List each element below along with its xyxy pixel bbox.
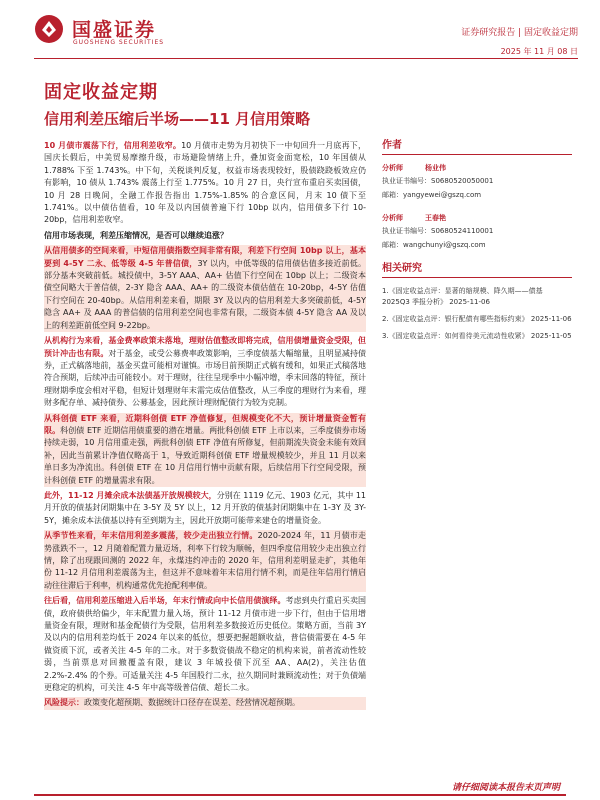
analyst-2-cert: 执业证书编号：S0680524110001 (382, 227, 494, 235)
paragraph-2 (44, 245, 366, 332)
paragraph-5-lead: 此外，11-12 月摊余成本法债基开放规模较大， (44, 490, 217, 500)
analyst-1-name: 杨业伟 (425, 164, 446, 172)
section-question: 信用市场表现，利差压缩情况，是否可以继续追涨？ (44, 230, 228, 240)
related-research-heading: 相关研究 (382, 263, 572, 278)
paragraph-2-lead: 从信用债多的空间来看，中短信用债指数空间非常有限，利差下行空间 10bp 以上，基本要到 4-5Y 二永、低等级 4-5 年普信债， (44, 246, 366, 268)
logo-text-cn: 国盛证券 (72, 19, 157, 41)
paragraph-2-text: 3Y 以内，中低等级的信用债估值多接近前低。部分基本突破前低。城投债中，3-5Y AAA、AA+ 估值下行空间在 10bp 以上；二级资本债空间略大于普信债，2-3Y 隐含 AAA、AA+ 的二级资本债估值在 10-20bp，4-5Y 估值下行空间在 20-40bp。从信用利差来看，期限 3Y 及以内的信用利差大多突破前低，4-5Y 隐含 AA+ 及 AAA 的普信债的信用利差空间也非常有限，二级资本债 4-5Y 隐含 AA 及以上的利差距前低空间 9-22bp。 (44, 258, 366, 330)
page-footer (0, 780, 600, 800)
risk-warning (44, 697, 366, 709)
related-report-item[interactable]: 2.《固定收益点评：银行配债有哪些指标约束》 2025-11-06 (382, 315, 572, 323)
related-report-item[interactable]: 3.《固定收益点评：如何看待美元流动性收紧》 2025-11-05 (382, 332, 572, 340)
analyst-2-label: 分析师 (382, 214, 403, 222)
analyst-1-header (382, 163, 572, 174)
header-divider (34, 58, 578, 59)
sidebar (382, 140, 572, 348)
paragraph-5-text: 分别在 1119 亿元、1903 亿元，其中 11 月开放的债基封闭期集中在 3-5Y 及 5Y 以上，12 月开放的债基封闭期集中在 1-3Y 及 3Y-5Y，摊余成本法债基以持有至到期为主，因此开放期可能带来建仓的增量资金。 (44, 490, 366, 525)
paragraph-4-text: 科创债 ETF 近期信用债重要的潜在增量。两批科创债 ETF 上市以来，三季度债券市场持续走弱，10 月信用重走强，两批科创债 ETF 净值有所修复，但前期流失资金未能有效回补，因此当前累计净值仅略高于 1，导致近期科创债 ETF 增量规模较少，并且 11 月以来单日多为净流出。科创债 ETF 在 10 月信用行情中贡献有限，后续信用下行空间受限，预计科创债 ETF 的增量需求有限。 (44, 425, 366, 485)
paragraph-3 (44, 335, 366, 409)
related-reports-list (382, 286, 572, 342)
analyst-1-label: 分析师 (382, 164, 403, 172)
report-subtitle: 信用利差压缩后半场——11 月信用策略 (44, 110, 311, 128)
analyst-2-name: 王春艳 (425, 214, 446, 222)
analyst-2-header (382, 213, 572, 224)
paragraph-5 (44, 490, 366, 527)
analyst-1 (382, 163, 572, 201)
company-logo (34, 14, 174, 50)
paragraph-3-text: 对于基金，或受公募费率政策影响，三季度债基大幅缩量，且明显减持债券，正式稿落地前，基金买盘可能相对谨慎。市场目前预期正式稿有缓和，如果正式稿落地符合预期，后续冲击可能较小。对于理财，往往呈现季中小幅冲增，季末回落的特征，预计理财期季度会相对平稳，但短计划理财年末需完成估值整改，从三季度的理财行为来看，理财多配存单、减持债券、公募基金，因此预计理财配债行为较为克制。 (44, 348, 366, 408)
analyst-1-email[interactable]: 邮箱：yangyewei@gszq.com (382, 191, 482, 199)
analyst-1-cert: 执业证书编号：S0680520050001 (382, 177, 494, 185)
footer-disclaimer: 请仔细阅读本报告末页声明 (451, 783, 560, 793)
report-type: 证券研究报告 | 固定收益定期 (461, 28, 578, 38)
paragraph-1-lead: 10 月债市震荡下行，信用利差收窄。 (44, 141, 182, 150)
paragraph-7 (44, 595, 366, 694)
paragraph-6-text: 2020-2024 年，11 月债市走势涨跌不一，12 月随着配置力量迈场，利率下行较为顺畅，但四季度信用较少走出独立行情，除了出现跟回测的 2022 年，永煤违约冲击的 2020 年，信用利差明显走扩，其他年份 11-12 月信用利差震荡为主，但这并不意味着年末信用行情不利，而是往年信用行情启动往往滞后于利率，机构通常优先抢配利率债。 (44, 531, 366, 590)
logo-text-en: GUOSHENG SECURITIES (73, 39, 165, 46)
paragraph-4-lead: 从科创债 ETF 来看，近期科创债 ETF 净值修复，但规模变化不大，预计增量资金暂有限。 (44, 413, 366, 435)
related-report-item[interactable]: 1.《固定收益点评：显著的缩规模、降久期——债基 2025Q3 季报分析》 2025-11-06 (382, 287, 543, 306)
main-content (44, 140, 366, 770)
paragraph-1-text: 10 月债市走势为月初快下一中旬回升一月底再下，国庆长假后，中美贸易摩擦升级，市场避险情绪上升，叠加资金面宽松，10 年国债从 1.788% 下至 1.743%。中下旬，关税谈判反复，权益市场表现较好，股债跷跷板效应仍有影响，10 债从 1.743% 震荡上行至 1.775%。10 月 27 日，央行宣布重启买卖国债，10 月 28 日晚间，全融工作报告指出 1.75%-1.85% 的合意区间，月末 10 债下至 1.741%。以中债估值看，10 年及以内国债普遍下行 10bp 以内，信用债多下行 10-20bp，信用利差收窄。 (44, 141, 366, 225)
analyst-2-email[interactable]: 邮箱：wangchunyi@gszq.com (382, 241, 486, 249)
logo-icon (34, 14, 64, 44)
paragraph-6-lead: 从季节性来看，年末信用利差多震荡，较少走出独立行情。 (44, 531, 258, 541)
analyst-2 (382, 213, 572, 251)
paragraph-6 (44, 530, 366, 592)
paragraph-7-text: 考虑到央行重启买卖国债，政府债供给偏少，年末配置力量入场，预计 11-12 月债市进一步下行，但由于信用增量资金有限，理财和基金配债行为受限，信用利差多数接近历史低位。策略方面，当前 3Y 及以内的信用利差均低于 2024 年以来的低位，想要把握超额收益，普信债需要在 4-5 年做资质下沉，或者关注 4-5 年的二永。对于多数资债战不稳定的机构来说，前者流动性较弱，当前票息对回撤覆盖有限，建议 3 年城投债下沉至 AA、AA(2)，关注估值 2.2%-2.4% 的个券。可适量关注 4-5 年国股行二永，拉久期同时兼顾流动性；对于负债端更稳定的机构，可关注 4-5 年中高等级普信债、超长二永。 (44, 596, 366, 693)
page-title: 固定收益定期 (44, 82, 158, 103)
risk-warning-text: 政策变化超预期、数据统计口径存在误差、经营情况超预期。 (84, 698, 300, 708)
authors-heading: 作者 (382, 140, 572, 155)
paragraph-1 (44, 140, 366, 227)
paragraph-7-lead: 往后看，信用利差压缩进入后半场，年末行情或向中长信用债演绎。 (44, 596, 286, 606)
risk-warning-lead: 风险提示： (44, 698, 84, 708)
report-date: 2025 年 11 月 08 日 (500, 47, 578, 56)
footer-divider (34, 794, 566, 796)
paragraph-4 (44, 413, 366, 487)
paragraph-3-lead: 从机构行为来看，基金费率政策未落地，理财估值整改即将完成，信用债增量资金受限，但预计冲击也有限。 (44, 336, 366, 358)
page-header (0, 0, 600, 56)
